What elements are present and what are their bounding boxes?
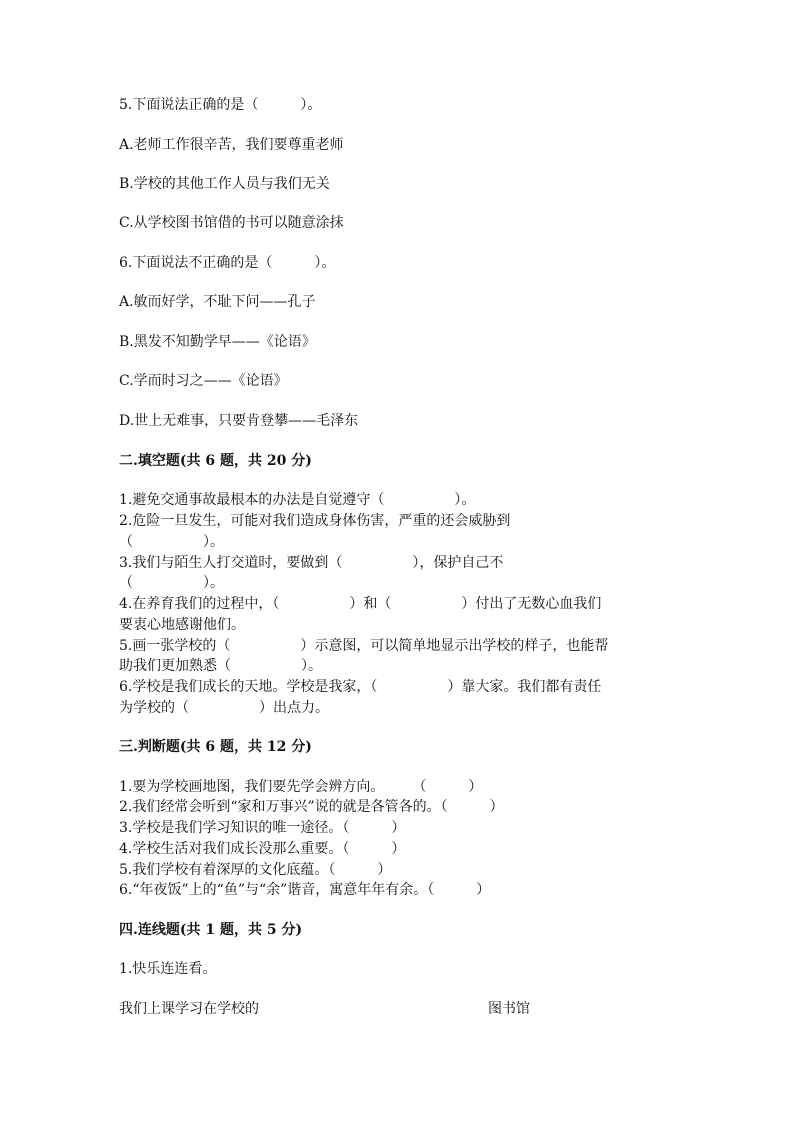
question-5-stem: 5.下面说法正确的是（ ）。 [119, 97, 322, 113]
question-6-option-a: A.敏而好学，不耻下问——孔子 [119, 294, 316, 310]
fill-blank-line: 1.避免交通事故最根本的办法是自觉遵守（ ）。 [119, 492, 476, 508]
fill-blank-line: 2.危险一旦发生，可能对我们造成身体伤害，严重的还会威胁到 [119, 513, 511, 529]
fill-blank-line: 助我们更加熟悉（ ）。 [119, 658, 322, 674]
fill-blank-line: 4.在养育我们的过程中，（ ）和（ ）付出了无数心血我们 [119, 596, 602, 612]
matching-right-item: 图书馆 [488, 1001, 530, 1017]
question-5-option-c: C.从学校图书馆借的书可以随意涂抹 [119, 215, 344, 231]
question-6-stem: 6.下面说法不正确的是（ ）。 [119, 255, 336, 271]
question-6-option-d: D.世上无难事，只要肯登攀——毛泽东 [119, 413, 359, 429]
true-false-line: 3.学校是我们学习知识的唯一途径。（ ） [119, 820, 406, 836]
true-false-line: 1.要为学校画地图，我们要先学会辨方向。 （ ） [119, 779, 483, 795]
matching-left-item: 我们上课学习在学校的 [119, 1001, 259, 1017]
question-6-option-c: C.学而时习之——《论语》 [119, 373, 288, 389]
true-false-line: 2.我们经常会听到“家和万事兴”说的就是各管各的。（ ） [119, 799, 504, 815]
fill-blank-line: 5.画一张学校的（ ）示意图，可以简单地显示出学校的样子，也能帮 [119, 638, 609, 654]
true-false-line: 5.我们学校有着深厚的文化底蕴。（ ） [119, 862, 392, 878]
true-false-line: 4.学校生活对我们成长没那么重要。（ ） [119, 841, 406, 857]
fill-blank-line: （ ）。 [119, 575, 224, 591]
question-6-option-b: B.黑发不知勤学早——《论语》 [119, 334, 316, 350]
fill-blank-heading: 二.填空题(共 6 题，共 20 分) [119, 453, 312, 469]
fill-blank-line: 为学校的（ ）出点力。 [119, 700, 329, 716]
fill-blank-line: （ ）。 [119, 534, 224, 550]
fill-blank-line: 要衷心地感谢他们。 [119, 617, 245, 633]
true-false-heading: 三.判断题(共 6 题，共 12 分) [119, 739, 312, 755]
question-5-option-a: A.老师工作很辛苦，我们要尊重老师 [119, 137, 344, 153]
matching-heading: 四.连线题(共 1 题，共 5 分) [119, 922, 303, 938]
fill-blank-line: 3.我们与陌生人打交道时，要做到（ ），保护自己不 [119, 555, 504, 571]
true-false-line: 6.“年夜饭”上的“鱼”与“余”谐音，寓意年年有余。（ ） [119, 882, 491, 898]
matching-prompt: 1.快乐连连看。 [119, 961, 217, 977]
question-5-option-b: B.学校的其他工作人员与我们无关 [119, 176, 330, 192]
fill-blank-line: 6.学校是我们成长的天地。学校是我家，（ ）靠大家。我们都有责任 [119, 679, 602, 695]
